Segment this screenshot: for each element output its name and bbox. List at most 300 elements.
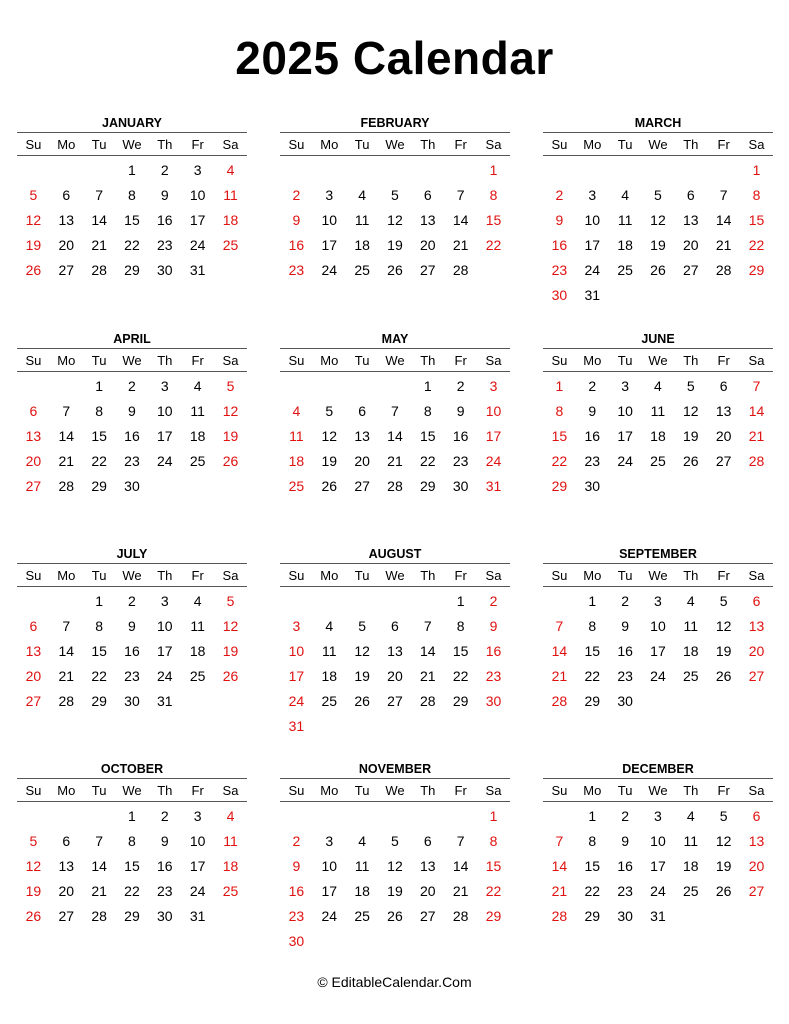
day-cell: 7 bbox=[555, 618, 564, 634]
weekday-label: Fr bbox=[717, 136, 730, 152]
day-cell: 13 bbox=[58, 858, 75, 874]
empty-cell bbox=[379, 589, 412, 614]
day-cell: 8 bbox=[95, 403, 103, 419]
day-cell: 27 bbox=[748, 883, 765, 899]
day-cell: 18 bbox=[683, 643, 699, 659]
day-cell: 18 bbox=[222, 858, 239, 874]
day-cell: 16 bbox=[617, 643, 633, 659]
day-cell: 10 bbox=[189, 833, 206, 849]
day-cell: 21 bbox=[748, 428, 765, 444]
weekday-label: Sa bbox=[222, 567, 239, 583]
day-cell: 22 bbox=[420, 453, 436, 469]
day-cell: 26 bbox=[715, 668, 732, 684]
day-cell: 11 bbox=[617, 212, 633, 228]
day-cell: 23 bbox=[157, 237, 173, 253]
day-cell: 15 bbox=[485, 858, 502, 874]
day-cell: 4 bbox=[686, 593, 695, 609]
day-cell: 21 bbox=[452, 237, 469, 253]
day-cell: 28 bbox=[715, 262, 732, 278]
day-cell: 23 bbox=[551, 262, 568, 278]
day-cell: 23 bbox=[617, 883, 633, 899]
day-cell: 9 bbox=[555, 212, 564, 228]
empty-cell bbox=[17, 158, 50, 183]
day-cell: 14 bbox=[387, 428, 403, 444]
weekday-header bbox=[543, 348, 773, 372]
empty-cell bbox=[313, 589, 346, 614]
weekday-header bbox=[280, 563, 510, 587]
day-cell: 2 bbox=[456, 378, 465, 394]
weekday-label: We bbox=[122, 352, 142, 368]
day-cell: 25 bbox=[222, 883, 239, 899]
month-name: FEBRUARY bbox=[360, 116, 430, 130]
day-cell: 31 bbox=[189, 908, 206, 924]
day-cell: 2 bbox=[621, 593, 629, 609]
day-cell: 7 bbox=[62, 618, 71, 634]
day-cell: 18 bbox=[189, 643, 206, 659]
day-cell: 15 bbox=[551, 428, 568, 444]
day-cell: 6 bbox=[423, 187, 432, 203]
day-cell: 24 bbox=[321, 908, 338, 924]
day-grid bbox=[543, 374, 773, 499]
day-cell: 1 bbox=[456, 593, 465, 609]
day-cell: 20 bbox=[58, 237, 75, 253]
day-cell: 12 bbox=[715, 618, 732, 634]
month-name: DECEMBER bbox=[622, 762, 694, 776]
day-cell: 15 bbox=[91, 428, 107, 444]
day-cell: 20 bbox=[354, 453, 370, 469]
month-december bbox=[543, 762, 773, 929]
day-cell: 6 bbox=[62, 833, 71, 849]
weekday-label: Mo bbox=[57, 352, 76, 368]
day-cell: 15 bbox=[124, 212, 140, 228]
month-name: SEPTEMBER bbox=[619, 547, 697, 561]
day-cell: 31 bbox=[584, 287, 601, 303]
day-cell: 20 bbox=[748, 643, 765, 659]
month-name: JANUARY bbox=[102, 116, 162, 130]
day-grid bbox=[543, 589, 773, 714]
day-cell: 10 bbox=[288, 643, 305, 659]
empty-cell bbox=[50, 589, 83, 614]
weekday-label: Th bbox=[420, 136, 436, 152]
day-grid bbox=[17, 158, 247, 283]
day-cell: 6 bbox=[358, 403, 366, 419]
day-cell: 24 bbox=[584, 262, 601, 278]
day-cell: 19 bbox=[25, 883, 42, 899]
day-cell: 26 bbox=[25, 908, 42, 924]
day-cell: 6 bbox=[29, 618, 38, 634]
month-name: APRIL bbox=[113, 332, 151, 346]
day-cell: 30 bbox=[551, 287, 568, 303]
weekday-label: Sa bbox=[222, 136, 239, 152]
day-cell: 10 bbox=[584, 212, 601, 228]
day-cell: 17 bbox=[650, 643, 666, 659]
day-cell: 8 bbox=[128, 833, 136, 849]
day-cell: 14 bbox=[91, 858, 107, 874]
empty-cell bbox=[280, 589, 313, 614]
weekday-label: Su bbox=[25, 567, 42, 583]
weekday-label: Mo bbox=[57, 782, 76, 798]
weekday-header bbox=[543, 132, 773, 156]
weekday-label: Sa bbox=[222, 782, 239, 798]
empty-cell bbox=[50, 804, 83, 829]
day-cell: 3 bbox=[193, 162, 202, 178]
month-october bbox=[17, 762, 247, 929]
day-grid bbox=[280, 158, 510, 283]
weekday-label: Mo bbox=[320, 352, 339, 368]
day-cell: 14 bbox=[748, 403, 765, 419]
day-cell: 2 bbox=[588, 378, 597, 394]
weekday-header bbox=[280, 132, 510, 156]
weekday-label: Su bbox=[288, 352, 305, 368]
day-cell: 21 bbox=[58, 453, 75, 469]
day-cell: 15 bbox=[584, 643, 601, 659]
empty-cell bbox=[576, 158, 609, 183]
weekday-label: Th bbox=[420, 567, 436, 583]
weekday-label: Mo bbox=[320, 136, 339, 152]
day-cell: 2 bbox=[292, 187, 301, 203]
day-cell: 4 bbox=[654, 378, 662, 394]
day-cell: 2 bbox=[555, 187, 564, 203]
day-cell: 7 bbox=[719, 187, 728, 203]
day-cell: 12 bbox=[715, 833, 732, 849]
day-cell: 6 bbox=[423, 833, 432, 849]
month-september bbox=[543, 547, 773, 714]
weekday-label: Fr bbox=[454, 136, 467, 152]
empty-cell bbox=[346, 374, 379, 399]
day-cell: 17 bbox=[157, 428, 173, 444]
day-cell: 28 bbox=[387, 478, 403, 494]
day-cell: 17 bbox=[288, 668, 305, 684]
month-name: MAY bbox=[381, 332, 409, 346]
day-cell: 25 bbox=[354, 908, 370, 924]
day-cell: 5 bbox=[391, 187, 399, 203]
weekday-header bbox=[280, 348, 510, 372]
empty-cell bbox=[411, 158, 444, 183]
weekday-label: Fr bbox=[717, 782, 730, 798]
empty-cell bbox=[642, 158, 675, 183]
weekday-label: Su bbox=[551, 782, 568, 798]
day-cell: 27 bbox=[420, 262, 436, 278]
day-cell: 5 bbox=[226, 378, 235, 394]
day-cell: 12 bbox=[321, 428, 338, 444]
day-cell: 1 bbox=[489, 808, 498, 824]
day-cell: 23 bbox=[485, 668, 502, 684]
day-cell: 20 bbox=[683, 237, 699, 253]
day-cell: 11 bbox=[223, 187, 238, 203]
month-name: NOVEMBER bbox=[358, 762, 432, 776]
day-cell: 9 bbox=[128, 403, 136, 419]
weekday-label: Sa bbox=[485, 136, 502, 152]
day-cell: 19 bbox=[683, 428, 699, 444]
day-cell: 10 bbox=[650, 833, 666, 849]
day-cell: 12 bbox=[650, 212, 666, 228]
weekday-label: Sa bbox=[485, 782, 502, 798]
day-cell: 19 bbox=[354, 668, 370, 684]
day-cell: 16 bbox=[485, 643, 502, 659]
weekday-label: Fr bbox=[191, 567, 204, 583]
empty-cell bbox=[543, 158, 576, 183]
day-cell: 4 bbox=[193, 593, 202, 609]
day-cell: 16 bbox=[288, 237, 305, 253]
empty-cell bbox=[83, 158, 116, 183]
day-cell: 18 bbox=[354, 237, 370, 253]
day-cell: 13 bbox=[683, 212, 699, 228]
empty-cell bbox=[707, 158, 740, 183]
weekday-label: Th bbox=[157, 136, 173, 152]
day-grid bbox=[17, 374, 247, 499]
day-cell: 10 bbox=[485, 403, 502, 419]
day-cell: 12 bbox=[25, 212, 42, 228]
weekday-label: Su bbox=[551, 136, 568, 152]
day-cell: 14 bbox=[715, 212, 732, 228]
day-cell: 7 bbox=[555, 833, 564, 849]
day-cell: 3 bbox=[654, 808, 662, 824]
weekday-label: We bbox=[385, 782, 405, 798]
weekday-label: Su bbox=[551, 567, 568, 583]
day-cell: 17 bbox=[189, 858, 206, 874]
day-cell: 16 bbox=[551, 237, 568, 253]
empty-cell bbox=[17, 804, 50, 829]
empty-cell bbox=[313, 158, 346, 183]
empty-cell bbox=[346, 589, 379, 614]
day-cell: 21 bbox=[715, 237, 732, 253]
day-cell: 1 bbox=[423, 378, 432, 394]
day-cell: 28 bbox=[551, 693, 568, 709]
day-cell: 29 bbox=[124, 262, 140, 278]
weekday-header bbox=[17, 132, 247, 156]
month-july bbox=[17, 547, 247, 714]
day-cell: 30 bbox=[157, 262, 173, 278]
month-name: JULY bbox=[116, 547, 148, 561]
empty-cell bbox=[444, 158, 477, 183]
day-cell: 29 bbox=[91, 478, 107, 494]
weekday-label: Tu bbox=[617, 352, 633, 368]
month-name: MARCH bbox=[634, 116, 682, 130]
day-cell: 11 bbox=[289, 428, 304, 444]
day-cell: 14 bbox=[551, 643, 568, 659]
day-cell: 18 bbox=[650, 428, 666, 444]
empty-cell bbox=[379, 158, 412, 183]
day-cell: 13 bbox=[420, 212, 436, 228]
day-cell: 21 bbox=[91, 237, 107, 253]
day-cell: 4 bbox=[621, 187, 629, 203]
day-cell: 16 bbox=[124, 643, 140, 659]
empty-cell bbox=[17, 589, 50, 614]
day-cell: 13 bbox=[25, 428, 42, 444]
empty-cell bbox=[379, 804, 412, 829]
day-grid bbox=[280, 804, 510, 954]
weekday-label: We bbox=[385, 136, 405, 152]
weekday-label: We bbox=[648, 352, 668, 368]
weekday-label: Mo bbox=[583, 352, 602, 368]
day-cell: 26 bbox=[25, 262, 42, 278]
day-cell: 28 bbox=[748, 453, 765, 469]
day-cell: 13 bbox=[715, 403, 732, 419]
weekday-label: Fr bbox=[191, 136, 204, 152]
weekday-label: We bbox=[648, 136, 668, 152]
day-cell: 16 bbox=[288, 883, 305, 899]
day-cell: 7 bbox=[456, 833, 465, 849]
day-cell: 24 bbox=[321, 262, 338, 278]
day-cell: 5 bbox=[358, 618, 366, 634]
day-cell: 9 bbox=[621, 618, 629, 634]
day-cell: 9 bbox=[128, 618, 136, 634]
day-cell: 24 bbox=[157, 453, 173, 469]
day-cell: 11 bbox=[321, 643, 337, 659]
day-cell: 8 bbox=[588, 618, 597, 634]
day-cell: 13 bbox=[748, 833, 765, 849]
weekday-label: Mo bbox=[57, 567, 76, 583]
weekday-label: Sa bbox=[748, 567, 765, 583]
day-cell: 15 bbox=[584, 858, 601, 874]
day-cell: 19 bbox=[387, 237, 403, 253]
weekday-label: Fr bbox=[454, 567, 467, 583]
day-cell: 23 bbox=[288, 908, 305, 924]
day-cell: 7 bbox=[423, 618, 432, 634]
day-cell: 6 bbox=[391, 618, 399, 634]
day-grid bbox=[280, 374, 510, 499]
month-june bbox=[543, 332, 773, 499]
day-cell: 11 bbox=[223, 833, 238, 849]
day-cell: 22 bbox=[124, 237, 140, 253]
day-cell: 25 bbox=[617, 262, 633, 278]
day-cell: 8 bbox=[95, 618, 103, 634]
empty-cell bbox=[379, 374, 412, 399]
day-cell: 23 bbox=[452, 453, 469, 469]
empty-cell bbox=[411, 804, 444, 829]
day-cell: 6 bbox=[62, 187, 71, 203]
empty-cell bbox=[17, 374, 50, 399]
day-cell: 29 bbox=[584, 908, 601, 924]
weekday-label: Mo bbox=[583, 782, 602, 798]
empty-cell bbox=[444, 804, 477, 829]
weekday-label: Fr bbox=[191, 782, 204, 798]
day-cell: 27 bbox=[58, 262, 75, 278]
weekday-label: Th bbox=[157, 352, 173, 368]
weekday-label: Fr bbox=[717, 352, 730, 368]
day-cell: 6 bbox=[29, 403, 38, 419]
day-cell: 11 bbox=[190, 618, 205, 634]
day-cell: 28 bbox=[551, 908, 568, 924]
day-cell: 18 bbox=[189, 428, 206, 444]
weekday-label: Sa bbox=[485, 352, 502, 368]
empty-cell bbox=[280, 804, 313, 829]
day-cell: 24 bbox=[189, 883, 206, 899]
empty-cell bbox=[50, 374, 83, 399]
day-cell: 9 bbox=[160, 187, 169, 203]
day-cell: 10 bbox=[617, 403, 633, 419]
day-cell: 4 bbox=[226, 162, 235, 178]
day-cell: 9 bbox=[456, 403, 465, 419]
day-cell: 19 bbox=[650, 237, 666, 253]
empty-cell bbox=[83, 804, 116, 829]
day-cell: 10 bbox=[321, 858, 338, 874]
day-cell: 17 bbox=[189, 212, 206, 228]
day-cell: 3 bbox=[325, 833, 334, 849]
day-cell: 26 bbox=[222, 453, 239, 469]
day-cell: 31 bbox=[485, 478, 502, 494]
day-cell: 30 bbox=[452, 478, 469, 494]
day-cell: 19 bbox=[222, 643, 239, 659]
weekday-label: Tu bbox=[91, 782, 107, 798]
day-cell: 30 bbox=[485, 693, 502, 709]
day-cell: 18 bbox=[321, 668, 338, 684]
day-cell: 5 bbox=[654, 187, 662, 203]
day-cell: 29 bbox=[420, 478, 436, 494]
day-cell: 5 bbox=[29, 833, 38, 849]
day-cell: 9 bbox=[621, 833, 629, 849]
day-cell: 2 bbox=[160, 808, 169, 824]
day-cell: 2 bbox=[489, 593, 498, 609]
weekday-label: Su bbox=[551, 352, 568, 368]
footer-credit: © EditableCalendar.Com bbox=[317, 974, 472, 990]
day-cell: 11 bbox=[354, 858, 370, 874]
day-cell: 8 bbox=[423, 403, 432, 419]
empty-cell bbox=[609, 158, 642, 183]
weekday-label: Mo bbox=[320, 567, 339, 583]
day-cell: 24 bbox=[650, 883, 666, 899]
day-cell: 18 bbox=[222, 212, 239, 228]
day-cell: 7 bbox=[752, 378, 761, 394]
weekday-label: Sa bbox=[748, 782, 765, 798]
weekday-label: Mo bbox=[57, 136, 76, 152]
day-cell: 12 bbox=[222, 403, 239, 419]
weekday-label: Sa bbox=[748, 136, 765, 152]
weekday-label: Th bbox=[683, 782, 699, 798]
day-cell: 7 bbox=[62, 403, 71, 419]
weekday-header bbox=[17, 348, 247, 372]
day-cell: 28 bbox=[452, 262, 469, 278]
day-cell: 23 bbox=[288, 262, 305, 278]
day-cell: 1 bbox=[95, 593, 103, 609]
day-cell: 5 bbox=[686, 378, 695, 394]
day-cell: 17 bbox=[485, 428, 502, 444]
day-cell: 6 bbox=[719, 378, 728, 394]
day-cell: 27 bbox=[25, 693, 42, 709]
weekday-label: Fr bbox=[454, 352, 467, 368]
day-cell: 6 bbox=[752, 808, 761, 824]
empty-cell bbox=[313, 374, 346, 399]
day-cell: 15 bbox=[91, 643, 107, 659]
day-cell: 4 bbox=[226, 808, 235, 824]
day-cell: 18 bbox=[617, 237, 633, 253]
day-cell: 28 bbox=[420, 693, 436, 709]
day-cell: 2 bbox=[292, 833, 301, 849]
weekday-label: Th bbox=[420, 352, 436, 368]
day-cell: 27 bbox=[683, 262, 699, 278]
day-cell: 26 bbox=[387, 262, 403, 278]
day-cell: 8 bbox=[555, 403, 564, 419]
day-cell: 25 bbox=[650, 453, 666, 469]
day-cell: 17 bbox=[157, 643, 173, 659]
day-grid bbox=[280, 589, 510, 739]
day-cell: 21 bbox=[387, 453, 403, 469]
month-may bbox=[280, 332, 510, 499]
day-cell: 17 bbox=[584, 237, 601, 253]
weekday-label: Tu bbox=[617, 782, 633, 798]
day-cell: 9 bbox=[160, 833, 169, 849]
day-cell: 27 bbox=[58, 908, 75, 924]
day-cell: 1 bbox=[555, 378, 564, 394]
day-cell: 10 bbox=[189, 187, 206, 203]
day-cell: 4 bbox=[358, 833, 366, 849]
day-cell: 22 bbox=[91, 453, 107, 469]
day-cell: 20 bbox=[25, 453, 42, 469]
weekday-label: We bbox=[648, 567, 668, 583]
day-cell: 21 bbox=[420, 668, 436, 684]
day-cell: 10 bbox=[157, 403, 173, 419]
day-cell: 29 bbox=[124, 908, 140, 924]
